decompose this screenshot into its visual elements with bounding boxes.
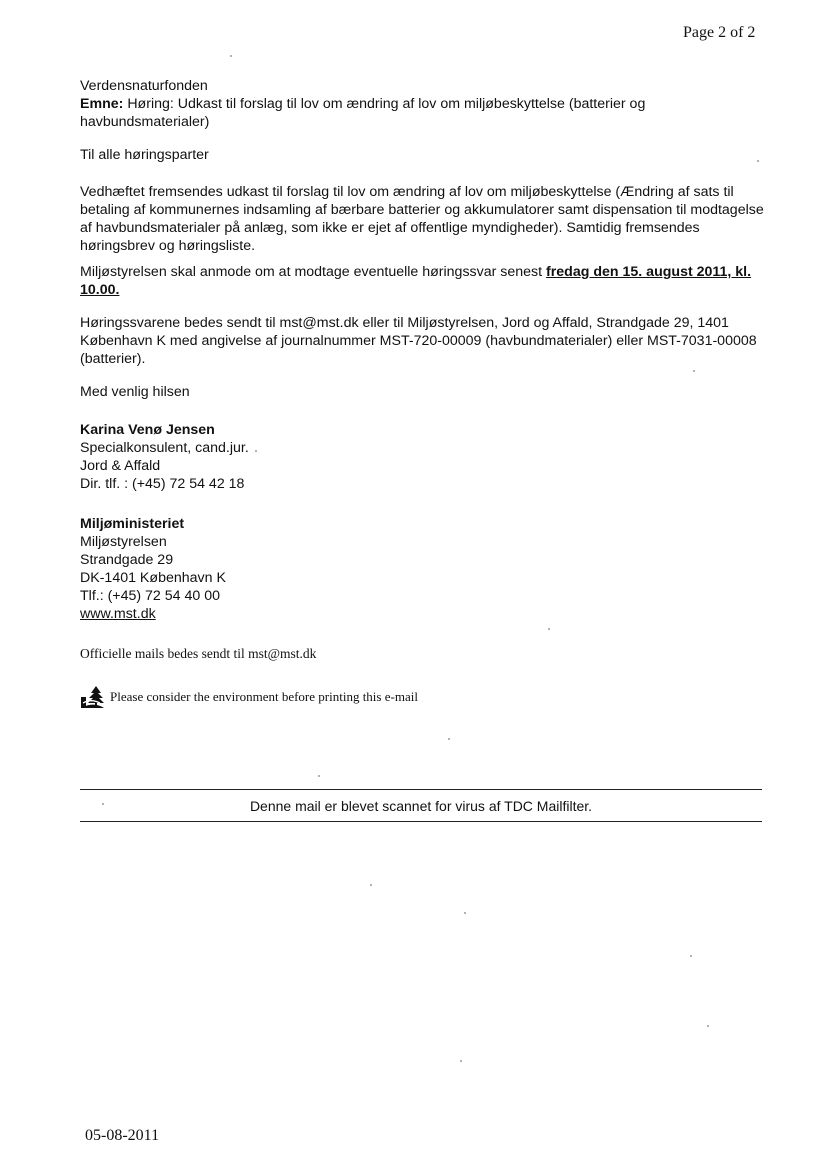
paragraph-reply-address: Høringssvarene bedes sendt til mst@mst.dk eller til Miljøstyrelsen, Jord og Affald, Strandgade 29, 1401 København K med angivelse af journalnummer MST-720-00009 (havbundmaterialer) eller MST-7031-00008 (batterier).: [80, 315, 757, 367]
environment-note: [80, 685, 418, 709]
speck: [464, 912, 466, 914]
subject-label: Emne:: [80, 96, 124, 112]
official-mail-note: Officielle mails bedes sendt til mst@mst.dk: [80, 646, 317, 661]
street-address: Strandgade 29: [80, 552, 174, 568]
paragraph-attachment: Vedhæftet fremsendes udkast til forslag til lov om ændring af lov om miljøbeskyttelse (Ændring af sats til betaling af kommunernes indsamling af bærbare batterier og akkumulatorer samt dispensation til modtagelse af havbundsmaterialer på anlæg, som ikke er ejet af offentlige myndigheder). Samtidig fremsendes høringsbrev og høringsliste.: [80, 184, 764, 254]
sender-name: Verdensnaturfonden: [80, 78, 208, 94]
closing: Med venlig hilsen: [80, 384, 190, 400]
speck: [230, 55, 232, 57]
speck: [102, 803, 104, 805]
speck: [548, 628, 550, 630]
deadline-date: fredag den 15. august 2011, kl. 10.00.: [80, 264, 752, 298]
signature-department: Jord & Affald: [80, 458, 161, 474]
speck: [460, 1060, 462, 1062]
scan-notice: Denne mail er blevet scannet for virus af TDC Mailfilter.: [249, 798, 593, 814]
speck: [690, 955, 692, 957]
website-link[interactable]: www.mst.dk: [80, 606, 156, 622]
signature-block: [80, 421, 770, 493]
speck: [448, 738, 450, 740]
tree-icon: [80, 685, 106, 709]
salutation: Til alle høringsparter: [80, 147, 209, 163]
deadline-intro: Miljøstyrelsen skal anmode om at modtage eventuelle høringssvar senest: [80, 264, 547, 280]
signature-phone: Dir. tlf. : (+45) 72 54 42 18: [80, 476, 245, 492]
org-phone: Tlf.: (+45) 72 54 40 00: [80, 588, 220, 604]
agency-name: Miljøstyrelsen: [80, 534, 167, 550]
city-address: DK-1401 København K: [80, 570, 226, 586]
divider-top: [80, 789, 762, 790]
speck: [693, 370, 695, 372]
speck: [707, 1025, 709, 1027]
paragraph-deadline: [80, 263, 770, 299]
speck: [255, 450, 257, 452]
organization-block: [80, 515, 770, 623]
page-number: Page 2 of 2: [683, 24, 756, 41]
signature-title: Specialkonsulent, cand.jur.: [80, 440, 249, 456]
subject-line: [80, 95, 770, 131]
divider-bottom: [80, 821, 762, 822]
ministry-name: Miljøministeriet: [80, 516, 185, 532]
environment-note-text: Please consider the environment before printing this e-mail: [110, 689, 418, 704]
footer-date: 05-08-2011: [85, 1127, 160, 1144]
speck: [318, 775, 320, 777]
speck: [370, 884, 372, 886]
signature-name: Karina Venø Jensen: [80, 422, 215, 438]
subject-text: Høring: Udkast til forslag til lov om ændring af lov om miljøbeskyttelse (batterier og havbundsmaterialer): [80, 96, 646, 130]
email-header: [80, 77, 770, 131]
speck: [757, 160, 759, 162]
